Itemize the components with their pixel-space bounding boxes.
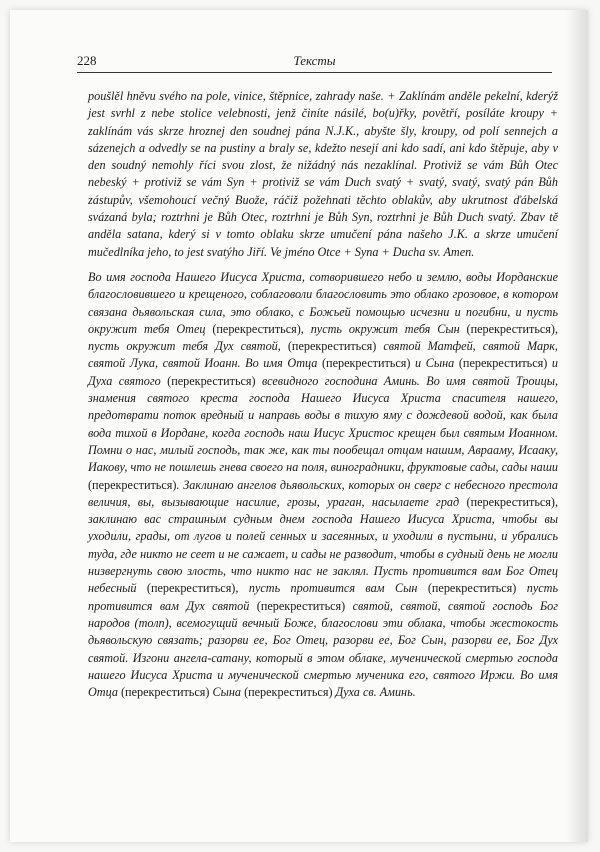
stage-direction: (перекреститься) [256, 598, 346, 613]
stage-direction: (перекреститься) [321, 356, 411, 371]
stage-direction: (перекреститься) [458, 356, 548, 371]
russian-text-segment: святой, святой, святой господь Бог народов (толп), всемогущий вечный Боже, благослови эти облака, чтобы жестокость дьявольскую связать; разорви ее, Бог Отец, разорви ее, Бог Сын, разорви ее, Бог Дух святой. Изгони ангела-сатану, который в этом облаке, мученической смертью господа нашего Иисуса Христа и мученической смертью мученика его, святого Иржи. Во имя Отца [88, 598, 558, 700]
russian-text-segment: всевидного господина Аминь. Во имя святой Троицы, знамения святого креста господа Нашего Иисуса Христа спасителя нашего, предотврати поток вредный и направь воды в тихую яму с дождевой водой, как была вода тихой в Иордане, когда господь наш Иисус Христос крещен был святым Иоанном. Помни о нас, милый господь, так же, как ты пообещал отцам нашим, Аврааму, Исааку, Иакову, что не пошлешь гнева своего на поля, виноградники, фруктовые сады, сады наши [88, 373, 558, 475]
czech-paragraph: poušlěl hněvu svého na pole, vinice, štěpnice, zahrady naše. + Zaklínám anděle pekelní, kderýž jest svrhl z nebe stolice velebnosti, jenž činíte násilé, bo(u)řky, povětří, posíláte kroupy + zaklínám vás skrze hroznej den soudnej pána N.J.K., abyšte šly, kroupy, od polí sennejch a sázenejch a odvedly se na pustiny a braly se, kdežto nesejí ani kdo sadí, ani kdo štěpuje, aby v den soudný nemohly říci svou zlost, že nižádný nás nezaklínal. Protiviž se vám Bůh Otec nebeský + protiviž se vám Syn + protiviž se vám Duch svatý + svatý, svatý, svatý pán Bůh zástupův, všemohoucí večný Buože, ráčiž požehnati těchto oblakův, aby ukrutnost ďábelská svázaná byla; roztrhni je Bůh Otec, roztrhni je Bůh Syn, roztrhni je Bůh Duch svatý. Zbav tě anděla satana, kderý si v tomto oblaku skrze umučení pána našeho J.K. a skrze umučení mučedlníka jeho, to jest svatýho Jiří. Ve jméno Otce + Syna + Ducha sv. Amen. [88, 89, 558, 259]
russian-text-segment: Сына [209, 685, 245, 700]
russian-text-segment: Во имя господа Нашего Иисуса Христа, сотворившего небо и землю, воды Иорданские благословившего и крещеного, соблаговоли благословить это облако грозовое, в котором связана дьявольская сила, это облако, с Божьей помощью исчезни и погибни, и пусть окружит тебя Отец [88, 269, 558, 336]
russian-text-segment: пусть противится вам Дух святой [88, 581, 558, 613]
russian-text-segment: , пусть окружит тебя Сын [300, 321, 467, 336]
russian-text-segment: Духа св. Аминь. [332, 685, 416, 700]
stage-direction: (перекреститься) [146, 581, 236, 596]
stage-direction: (перекреститься) [466, 494, 555, 509]
stage-direction: (перекреститься) [88, 477, 177, 492]
russian-text-segment: святой Матфей, святой Марк, святой Лука, святой Иоанн. Во имя Отца [88, 339, 558, 371]
stage-direction: (перекреститься) [466, 321, 555, 336]
page-spine-shadow [566, 10, 588, 842]
russian-text-segment: , пусть противится вам Сын [235, 581, 428, 596]
russian-text-segment: , заклинаю вас страшным судным днем господа Нашего Иисуса Христа, чтобы вы уходили, грады, от лугов и полей сенных и засеянных, и уходили в пустыни, и убрались туда, где никто не сеет и не сажает, и сады не разводит, чтобы в судный день не могли низвергнуть свою злость, что никто нас не заклял. Пусть противится вам Бог Отец небесный [88, 494, 558, 596]
running-title: Тексты [293, 53, 336, 68]
stage-direction: (перекреститься) [121, 685, 210, 700]
page-header [77, 52, 552, 73]
stage-direction: (перекреститься) [427, 581, 517, 596]
russian-text-segment: и Духа святого [88, 356, 558, 388]
page-number: 228 [77, 53, 97, 68]
stage-direction: (перекреститься) [167, 373, 256, 388]
stage-direction: (перекреститься) [287, 339, 377, 354]
stage-direction: (перекреститься) [212, 321, 301, 336]
russian-text-segment: и Сына [410, 356, 459, 371]
body-text [88, 88, 558, 709]
russian-text-segment: . Заклинаю ангелов дьявольских, которых он сверг с небесного престола величия, вы, вызывающие насилие, грозы, ураган, насылаете град [88, 477, 558, 509]
russian-text-segment: , пусть окружит тебя Дух святой, [88, 321, 558, 354]
russian-paragraph [88, 269, 558, 701]
stage-direction: (перекреститься) [244, 685, 333, 700]
